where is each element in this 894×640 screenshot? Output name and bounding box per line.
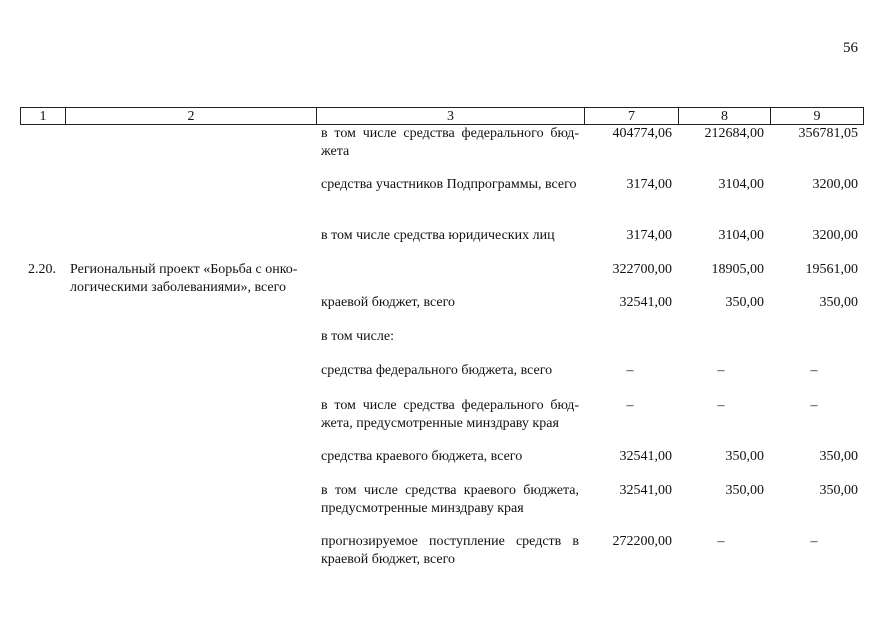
row-description: в том числе средства федерального бюд-жета [321,126,579,159]
column-header-8: 8 [679,108,771,125]
page-number: 56 [843,40,858,56]
row-value-7: 404774,06 [612,126,672,141]
row-number: 2.20. [28,262,56,277]
row-value-8: 3104,00 [718,177,764,192]
row-value-7: 322700,00 [612,262,672,277]
row-description: в том числе: [321,329,394,344]
row-value-9: – [810,363,818,378]
row-value-9: 3200,00 [812,177,858,192]
row-value-9: – [810,398,818,413]
row-value-9: 350,00 [819,295,858,310]
row-value-7: 32541,00 [619,295,672,310]
row-value-9: 3200,00 [812,228,858,243]
row-description: в том числе средства юридических лиц [321,228,555,243]
column-header-3: 3 [317,108,585,125]
column-header-9: 9 [771,108,864,125]
row-description: средства участников Подпрограммы, всего [321,177,577,192]
row-value-7: 32541,00 [619,449,672,464]
row-description: в том числе средства федерального бюд-жета, предусмотренные минздраву края [321,398,579,431]
row-value-9: – [810,534,818,549]
row-value-9: 350,00 [819,483,858,498]
column-header-1: 1 [21,108,66,125]
row-value-8: – [717,363,725,378]
row-project-name: Региональный проект «Борьба с онко-логическими заболеваниями», всего [70,262,298,295]
row-description: средства краевого бюджета, всего [321,449,523,464]
row-value-8: – [717,534,725,549]
row-value-8: 18905,00 [711,262,764,277]
row-value-9: 19561,00 [805,262,858,277]
row-value-9: 350,00 [819,449,858,464]
row-value-8: 3104,00 [718,228,764,243]
row-value-8: 350,00 [725,483,764,498]
row-value-7: 3174,00 [626,228,672,243]
column-header-2: 2 [66,108,317,125]
row-value-9: 356781,05 [798,126,858,141]
row-value-8: 350,00 [725,295,764,310]
row-value-8: 350,00 [725,449,764,464]
row-value-8: – [717,398,725,413]
row-value-7: – [626,398,634,413]
row-value-7: 32541,00 [619,483,672,498]
row-value-7: – [626,363,634,378]
row-value-7: 272200,00 [612,534,672,549]
row-description: краевой бюджет, всего [321,295,456,310]
row-description: в том числе средства краевого бюджета, предусмотренные минздраву края [321,483,579,516]
row-description: средства федерального бюджета, всего [321,363,553,378]
row-description: прогнозируемое поступление средств в краевой бюджет, всего [321,534,579,567]
row-value-7: 3174,00 [626,177,672,192]
row-value-8: 212684,00 [704,126,764,141]
column-header-7: 7 [585,108,679,125]
